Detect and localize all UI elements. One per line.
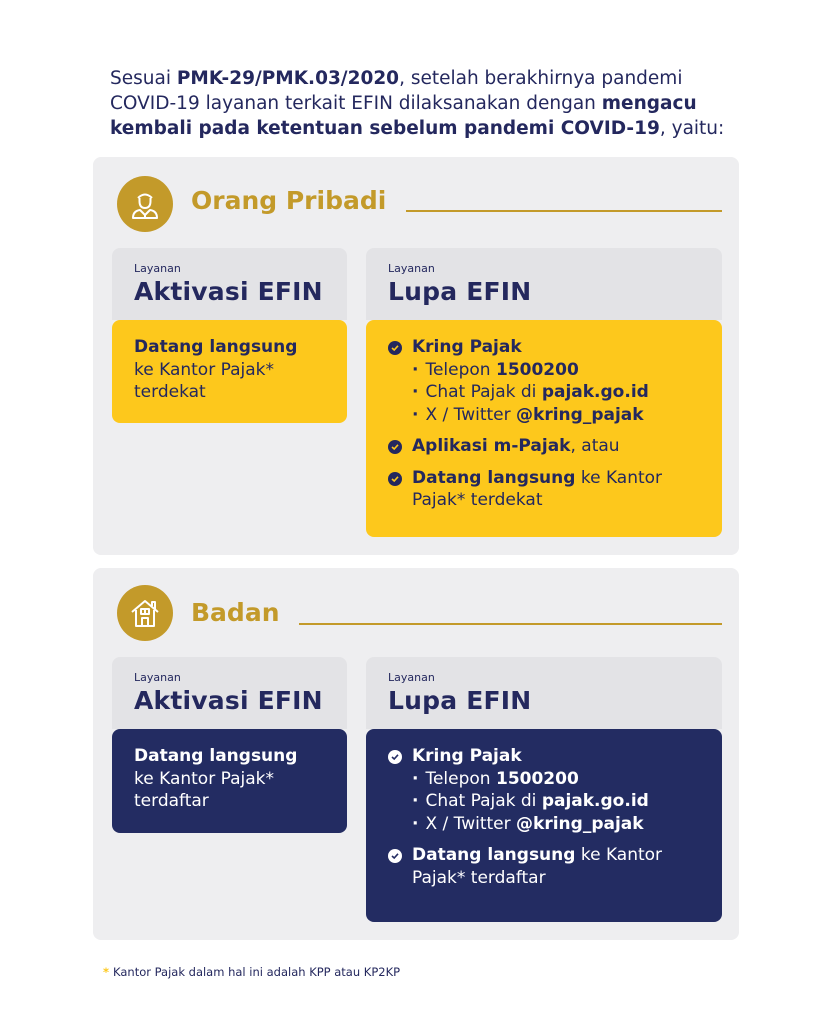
list-item: · Telepon 1500200	[412, 768, 700, 791]
card-title: Lupa EFIN	[388, 686, 532, 715]
section-title-badan: Badan	[191, 598, 280, 627]
list-item: · Telepon 1500200	[412, 359, 700, 382]
kring-pajak-channels	[388, 768, 700, 836]
body-text: ke Kantor Pajak* terdekat	[134, 359, 274, 402]
card-title: Aktivasi EFIN	[134, 686, 323, 715]
aktivasi-efin-body	[112, 320, 347, 423]
card-title: Lupa EFIN	[388, 277, 532, 306]
orang-pribadi-panel	[93, 157, 739, 555]
list-item: Kring Pajak	[388, 745, 700, 768]
house-icon	[117, 585, 173, 641]
body-bold: Datang langsung	[134, 746, 298, 766]
check-icon	[388, 341, 402, 355]
section-title-orang-pribadi: Orang Pribadi	[191, 186, 387, 215]
section-divider	[406, 210, 722, 212]
body-bold: Datang langsung	[134, 337, 298, 357]
person-icon	[117, 176, 173, 232]
kring-pajak-channels	[388, 359, 700, 427]
card-header	[366, 248, 722, 320]
lupa-efin-card	[366, 248, 722, 320]
lupa-efin-body	[366, 320, 722, 537]
card-title: Aktivasi EFIN	[134, 277, 323, 306]
list-item: Datang langsung ke Kantor Pajak* terdekat	[388, 467, 700, 512]
card-header	[112, 248, 347, 320]
check-icon	[388, 849, 402, 863]
aktivasi-efin-card	[112, 248, 347, 320]
aktivasi-efin-body	[112, 729, 347, 833]
list-item: · Chat Pajak di pajak.go.id	[412, 381, 700, 404]
card-label: Layanan	[134, 262, 181, 275]
list-item: Kring Pajak	[388, 336, 700, 359]
lupa-efin-card	[366, 657, 722, 729]
card-label: Layanan	[388, 262, 435, 275]
lupa-efin-body	[366, 729, 722, 922]
card-header	[112, 657, 347, 729]
aktivasi-efin-card	[112, 657, 347, 729]
list-item: · Chat Pajak di pajak.go.id	[412, 790, 700, 813]
body-text: ke Kantor Pajak* terdaftar	[134, 768, 274, 811]
footnote: * Kantor Pajak dalam hal ini adalah KPP atau KP2KP	[103, 965, 401, 979]
list-item: Aplikasi m-Pajak, atau	[388, 435, 700, 458]
check-icon	[388, 440, 402, 454]
intro-text: Sesuai PMK-29/PMK.03/2020, setelah berakhirnya pandemi COVID-19 layanan terkait EFIN dilaksanakan dengan mengacu kembali pada ketentuan sebelum pandemi COVID-19, yaitu:	[110, 68, 725, 139]
section-divider	[299, 623, 722, 625]
check-icon	[388, 472, 402, 486]
card-label: Layanan	[388, 671, 435, 684]
list-item: Datang langsung ke Kantor Pajak* terdaftar	[388, 844, 700, 889]
badan-panel	[93, 568, 739, 940]
check-icon	[388, 750, 402, 764]
card-header	[366, 657, 722, 729]
list-item: · X / Twitter @kring_pajak	[412, 404, 700, 427]
list-item: · X / Twitter @kring_pajak	[412, 813, 700, 836]
card-label: Layanan	[134, 671, 181, 684]
